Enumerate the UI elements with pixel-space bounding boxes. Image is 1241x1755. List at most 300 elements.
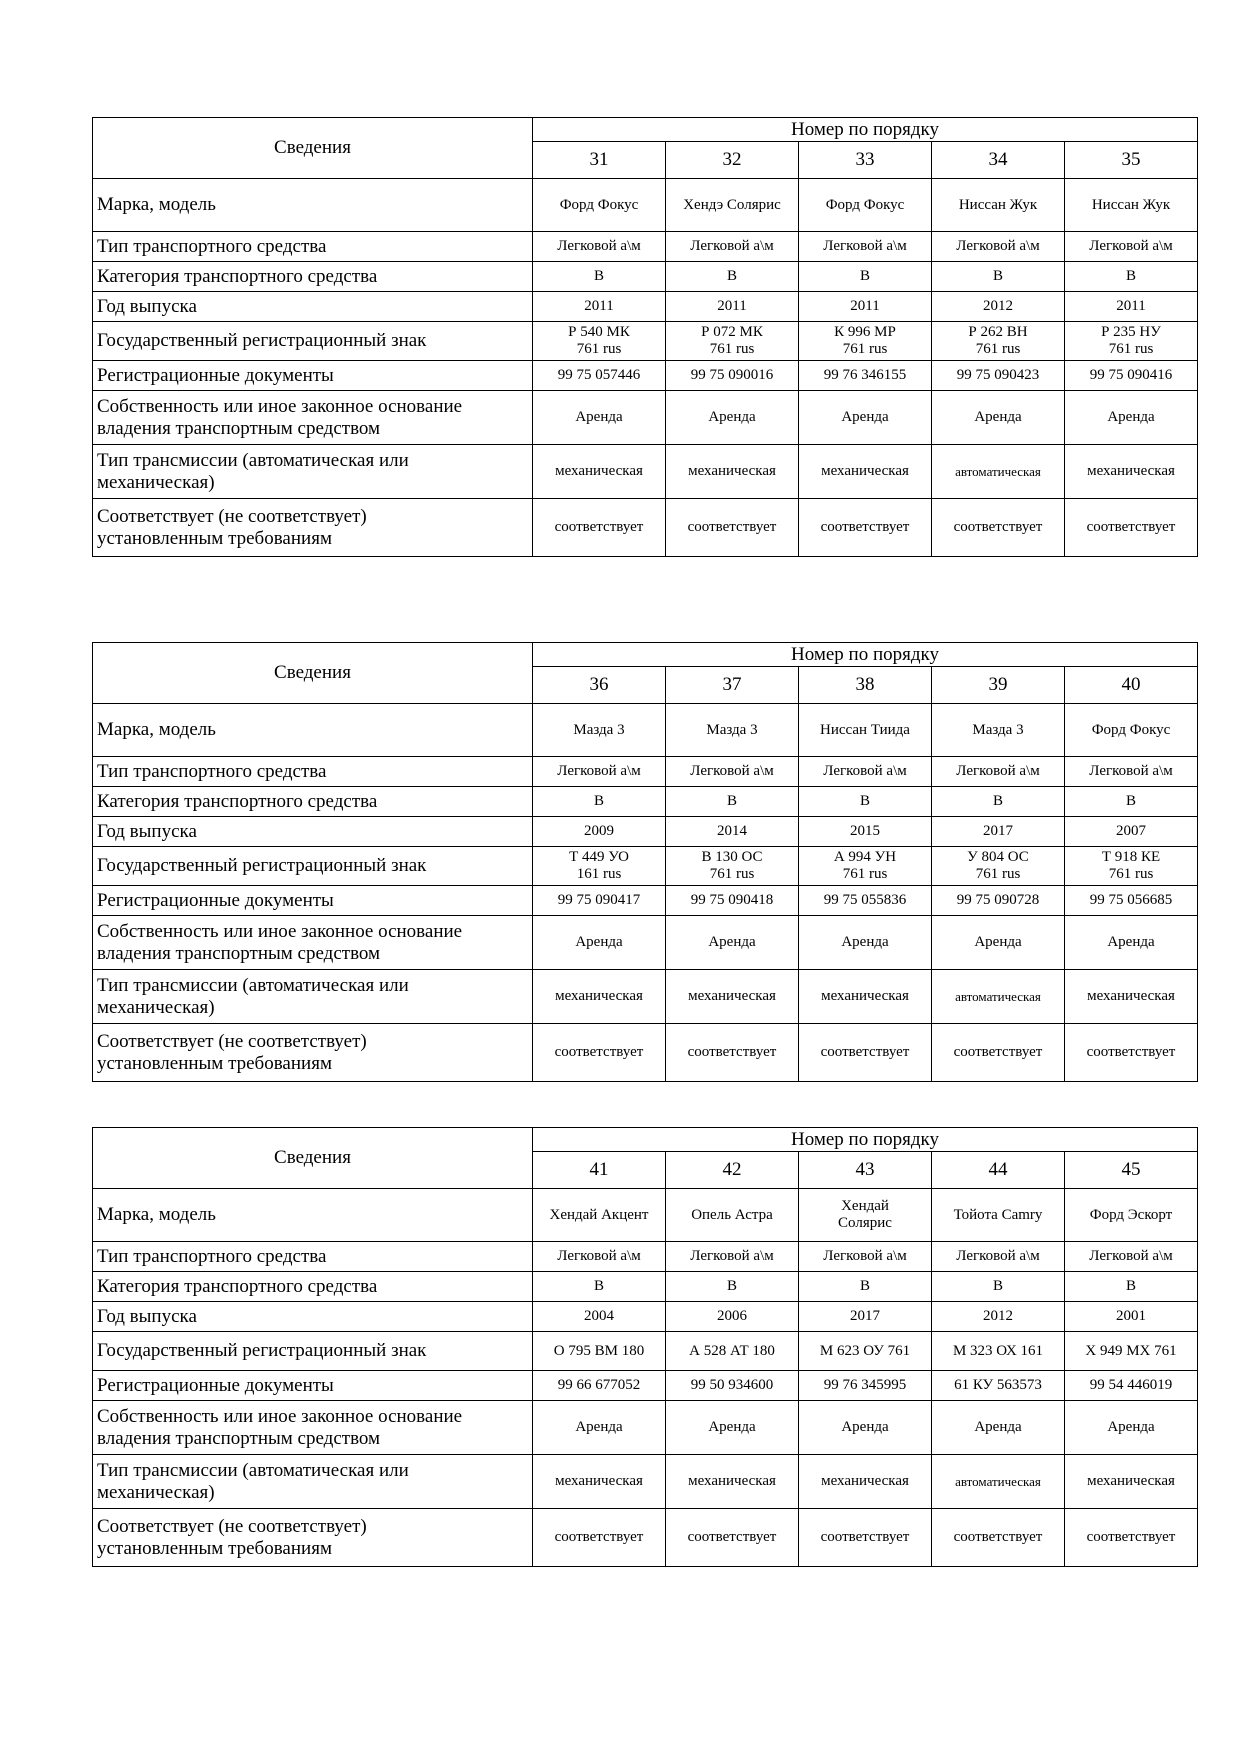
cell-year [666,1302,799,1332]
cell-category [932,787,1065,817]
year-value: 2011 [1116,298,1146,314]
row-docs [93,361,1198,391]
docs-value: 99 76 345995 [823,1377,907,1393]
vehicle-number-text: 35 [1121,149,1141,170]
row-category [93,1272,1198,1302]
trans-value: механическая [821,463,909,479]
vehicle-number [666,142,799,179]
cell-owner [1065,391,1198,445]
label-text: Соответствует (не соответствует) [97,505,367,527]
label-text: Категория транспортного средства [97,265,378,287]
vehicle-number [799,1152,932,1189]
conf-value: соответствует [687,1044,777,1060]
cell-year [666,817,799,847]
cell-docs [932,886,1065,916]
cell-trans [533,445,666,499]
vehicle-number-text: 33 [855,149,875,170]
label-plate [93,1332,533,1371]
trans-value: механическая [821,988,909,1004]
label-owner [93,1401,533,1455]
cell-type [533,232,666,262]
cell-type [1065,757,1198,787]
cell-type [799,757,932,787]
owner-value: Аренда [575,934,623,950]
category-value: B [1125,793,1136,809]
plate-line: 761 rus [975,341,1021,357]
type-value: Легковой а\м [557,763,641,779]
owner-value: Аренда [1107,934,1155,950]
label-conf [93,1509,533,1567]
owner-value: Аренда [841,1419,889,1435]
type-value: Легковой а\м [956,763,1040,779]
owner-value: Аренда [708,934,756,950]
row-year [93,292,1198,322]
cell-year [666,292,799,322]
cell-trans [666,970,799,1024]
brand-line: Тойота Camry [953,1206,1043,1223]
category-value: B [859,1278,870,1294]
label-text: Тип трансмиссии (автоматическая или [97,449,409,471]
year-value: 2011 [584,298,614,314]
cell-type [533,1242,666,1272]
label-conf [93,499,533,557]
docs-value: 99 54 446019 [1089,1377,1173,1393]
owner-value: Аренда [974,409,1022,425]
docs-value: 99 66 677052 [557,1377,641,1393]
type-value: Легковой а\м [557,238,641,254]
cell-docs [666,886,799,916]
cell-plate [1065,847,1198,886]
header-sved [93,643,533,704]
cell-owner [799,916,932,970]
type-value: Легковой а\м [690,1248,774,1264]
cell-type [932,232,1065,262]
plate-line: В 130 ОС [701,849,763,865]
conf-value: соответствует [953,1044,1043,1060]
plate-line: 761 rus [709,341,755,357]
cell-trans [533,1455,666,1509]
cell-docs [533,1371,666,1401]
cell-conf [533,1024,666,1082]
cell-trans [533,970,666,1024]
category-value: B [726,1278,737,1294]
plate-line: А 994 УН [833,849,897,865]
cell-category [799,787,932,817]
cell-owner [533,391,666,445]
type-value: Легковой а\м [690,238,774,254]
plate-line: 761 rus [576,341,622,357]
owner-value: Аренда [1107,1419,1155,1435]
year-value: 2004 [584,1308,614,1324]
cell-owner [932,916,1065,970]
label-text: Тип транспортного средства [97,235,327,257]
cell-year [1065,1302,1198,1332]
label-type [93,757,533,787]
vehicle-number [799,667,932,704]
owner-value: Аренда [575,409,623,425]
label-category [93,262,533,292]
plate-line: Р 540 МК [568,324,630,340]
row-plate [93,1332,1198,1371]
docs-value: 61 КУ 563573 [954,1377,1042,1393]
cell-owner [1065,916,1198,970]
vehicle-number [533,1152,666,1189]
plate-line: Р 262 ВН [968,324,1028,340]
cell-brand [666,1189,799,1242]
cell-owner [932,1401,1065,1455]
cell-plate [1065,322,1198,361]
cell-category [932,262,1065,292]
vehicle-number-text: 43 [855,1159,875,1180]
label-text: Собственность или иное законное основание [97,920,463,942]
plate-line: Х 949 МХ 761 [1085,1342,1177,1359]
label-owner [93,391,533,445]
category-value: B [726,268,737,284]
vehicle-number [932,142,1065,179]
vehicle-number [932,1152,1065,1189]
cell-category [666,1272,799,1302]
brand-line: Мазда 3 [972,721,1024,738]
cell-docs [1065,361,1198,391]
plate-line: 761 rus [709,866,755,882]
cell-conf [666,499,799,557]
cell-docs [533,886,666,916]
trans-value: механическая [688,463,776,479]
owner-value: Аренда [974,1419,1022,1435]
label-text: Год выпуска [97,820,197,842]
cell-docs [932,361,1065,391]
plate-line: Р 235 НУ [1101,324,1161,340]
brand-line: Хендай Акцент [549,1206,649,1223]
cell-conf [533,1509,666,1567]
conf-value: соответствует [820,1529,910,1545]
plate-line: 161 rus [576,866,622,882]
type-value: Легковой а\м [956,1248,1040,1264]
brand-line: Ниссан Тиида [820,721,910,738]
cell-category [666,787,799,817]
cell-conf [666,1509,799,1567]
brand-line: Форд Фокус [559,196,639,213]
cell-plate [932,1332,1065,1371]
brand-line: Мазда 3 [706,721,758,738]
cell-year [1065,817,1198,847]
cell-category [533,262,666,292]
year-value: 2015 [850,823,880,839]
label-text: Марка, модель [97,719,216,740]
cell-year [932,817,1065,847]
docs-value: 99 50 934600 [690,1377,774,1393]
row-plate [93,322,1198,361]
row-owner [93,916,1198,970]
cell-trans [1065,1455,1198,1509]
conf-value: соответствует [953,519,1043,535]
cell-trans [666,1455,799,1509]
cell-brand [666,179,799,232]
brand-line: Форд Фокус [825,196,905,213]
label-text: Регистрационные документы [97,889,334,911]
owner-value: Аренда [575,1419,623,1435]
cell-trans [932,970,1065,1024]
category-value: B [1125,1278,1136,1294]
label-trans [93,1455,533,1509]
row-category [93,787,1198,817]
cell-type [799,1242,932,1272]
plate-line: 761 rus [842,866,888,882]
header-sved [93,118,533,179]
plate-line: М 623 ОУ 761 [819,1342,911,1359]
cell-type [1065,1242,1198,1272]
cell-conf [533,499,666,557]
cell-plate [666,847,799,886]
label-text: владения транспортным средством [97,1427,381,1449]
cell-type [799,232,932,262]
year-value: 2012 [983,1308,1013,1324]
label-text: установленным требованиям [97,1052,332,1074]
plate-line: 761 rus [1108,866,1154,882]
cell-brand [799,704,932,757]
label-text: Регистрационные документы [97,364,334,386]
conf-value: соответствует [554,1044,644,1060]
label-type [93,232,533,262]
label-text: Марка, модель [97,1204,216,1225]
category-value: B [593,1278,604,1294]
vehicle-number-text: 44 [988,1159,1008,1180]
owner-value: Аренда [841,409,889,425]
conf-value: соответствует [1086,1529,1176,1545]
row-brand [93,1189,1198,1242]
row-brand [93,179,1198,232]
cell-conf [1065,499,1198,557]
docs-value: 99 75 055836 [823,892,907,908]
plate-line: 761 rus [842,341,888,357]
trans-value: механическая [555,988,643,1004]
row-docs [93,1371,1198,1401]
year-value: 2007 [1116,823,1146,839]
label-plate [93,322,533,361]
cell-trans [1065,970,1198,1024]
label-plate [93,847,533,886]
conf-value: соответствует [1086,1044,1176,1060]
label-text: Тип трансмиссии (автоматическая или [97,1459,409,1481]
row-docs [93,886,1198,916]
cell-plate [1065,1332,1198,1371]
type-value: Легковой а\м [823,238,907,254]
category-value: B [859,268,870,284]
conf-value: соответствует [820,1044,910,1060]
brand-line: Ниссан Жук [1091,196,1171,213]
plate-line: Т 449 УО [569,849,629,865]
header-row [93,118,1198,142]
vehicle-number [666,667,799,704]
cell-brand [533,1189,666,1242]
type-value: Легковой а\м [1089,238,1173,254]
label-brand [93,1189,533,1242]
cell-year [533,817,666,847]
sved-label: Сведения [274,662,351,683]
cell-year [799,292,932,322]
cell-plate [666,1332,799,1371]
docs-value: 99 75 090418 [690,892,774,908]
vehicle-number [932,667,1065,704]
year-value: 2011 [850,298,880,314]
label-text: Категория транспортного средства [97,790,378,812]
cell-owner [533,1401,666,1455]
vehicle-number-text: 32 [722,149,742,170]
label-owner [93,916,533,970]
docs-value: 99 75 090416 [1089,367,1173,383]
cell-owner [533,916,666,970]
label-text: Тип трансмиссии (автоматическая или [97,974,409,996]
owner-value: Аренда [708,1419,756,1435]
cell-year [932,292,1065,322]
row-type [93,757,1198,787]
vehicle-number [533,667,666,704]
trans-value: механическая [1087,463,1175,479]
owner-value: Аренда [708,409,756,425]
docs-value: 99 75 090728 [956,892,1040,908]
order-label: Номер по порядку [790,118,940,140]
vehicle-number [1065,667,1198,704]
row-conf [93,1509,1198,1567]
label-text: механическая) [97,471,215,493]
label-text: владения транспортным средством [97,942,381,964]
cell-plate [533,322,666,361]
cell-plate [799,847,932,886]
cell-owner [799,391,932,445]
cell-docs [1065,1371,1198,1401]
row-plate [93,847,1198,886]
type-value: Легковой а\м [823,1248,907,1264]
vehicle-number [1065,142,1198,179]
cell-year [799,817,932,847]
cell-type [932,757,1065,787]
cell-category [1065,1272,1198,1302]
cell-brand [666,704,799,757]
label-text: Государственный регистрационный знак [97,1340,427,1361]
label-brand [93,704,533,757]
cell-type [1065,232,1198,262]
label-year [93,292,533,322]
cell-year [533,1302,666,1332]
cell-docs [799,886,932,916]
cell-category [533,787,666,817]
row-brand [93,704,1198,757]
cell-brand [1065,179,1198,232]
sved-label: Сведения [274,1147,351,1168]
brand-line: Форд Эскорт [1089,1206,1173,1223]
label-text: установленным требованиям [97,1537,332,1559]
plate-line: К 996 МР [834,324,896,340]
label-docs [93,886,533,916]
label-category [93,787,533,817]
trans-value: механическая [688,1473,776,1489]
label-text: Соответствует (не соответствует) [97,1030,367,1052]
cell-plate [932,322,1065,361]
cell-conf [1065,1024,1198,1082]
row-trans [93,445,1198,499]
vehicle-number [666,1152,799,1189]
category-value: B [992,268,1003,284]
label-type [93,1242,533,1272]
row-type [93,1242,1198,1272]
type-value: Легковой а\м [557,1248,641,1264]
year-value: 2006 [717,1308,747,1324]
cell-docs [666,1371,799,1401]
label-text: Собственность или иное законное основание [97,395,463,417]
row-year [93,1302,1198,1332]
cell-owner [1065,1401,1198,1455]
vehicle-number-text: 42 [722,1159,742,1180]
vehicle-number-text: 31 [589,149,609,170]
row-type [93,232,1198,262]
owner-value: Аренда [1107,409,1155,425]
vehicle-table-2 [92,642,1198,1082]
docs-value: 99 75 090417 [557,892,641,908]
owner-value: Аренда [974,934,1022,950]
brand-line: Хендэ Солярис [683,196,781,213]
vehicle-number-text: 36 [589,674,609,695]
trans-value: механическая [555,463,643,479]
cell-year [932,1302,1065,1332]
vehicle-number-text: 38 [855,674,875,695]
conf-value: соответствует [820,519,910,535]
cell-plate [799,322,932,361]
year-value: 2011 [717,298,747,314]
cell-docs [666,361,799,391]
year-value: 2009 [584,823,614,839]
cell-trans [932,445,1065,499]
cell-owner [666,916,799,970]
cell-brand [533,179,666,232]
cell-type [666,757,799,787]
cell-category [799,262,932,292]
label-trans [93,970,533,1024]
cell-year [533,292,666,322]
label-text: установленным требованиям [97,527,332,549]
year-value: 2014 [717,823,747,839]
docs-value: 99 75 090016 [690,367,774,383]
header-row [93,643,1198,667]
category-value: B [726,793,737,809]
cell-plate [533,1332,666,1371]
plate-line: 761 rus [975,866,1021,882]
plate-line: А 528 АТ 180 [689,1342,775,1359]
conf-value: соответствует [1086,519,1176,535]
type-value: Легковой а\м [690,763,774,779]
conf-value: соответствует [554,519,644,535]
cell-type [666,232,799,262]
cell-plate [533,847,666,886]
label-text: владения транспортным средством [97,417,381,439]
cell-conf [799,499,932,557]
cell-brand [1065,1189,1198,1242]
order-label: Номер по порядку [790,1128,940,1150]
cell-brand [1065,704,1198,757]
cell-conf [799,1024,932,1082]
docs-value: 99 75 057446 [557,367,641,383]
cell-conf [932,499,1065,557]
vehicle-number [533,142,666,179]
cell-conf [932,1509,1065,1567]
conf-value: соответствует [687,519,777,535]
cell-owner [666,391,799,445]
label-text: механическая) [97,1481,215,1503]
label-text: Соответствует (не соответствует) [97,1515,367,1537]
brand-line: Форд Фокус [1091,721,1171,738]
cell-type [666,1242,799,1272]
label-text: Государственный регистрационный знак [97,330,427,351]
cell-trans [799,970,932,1024]
